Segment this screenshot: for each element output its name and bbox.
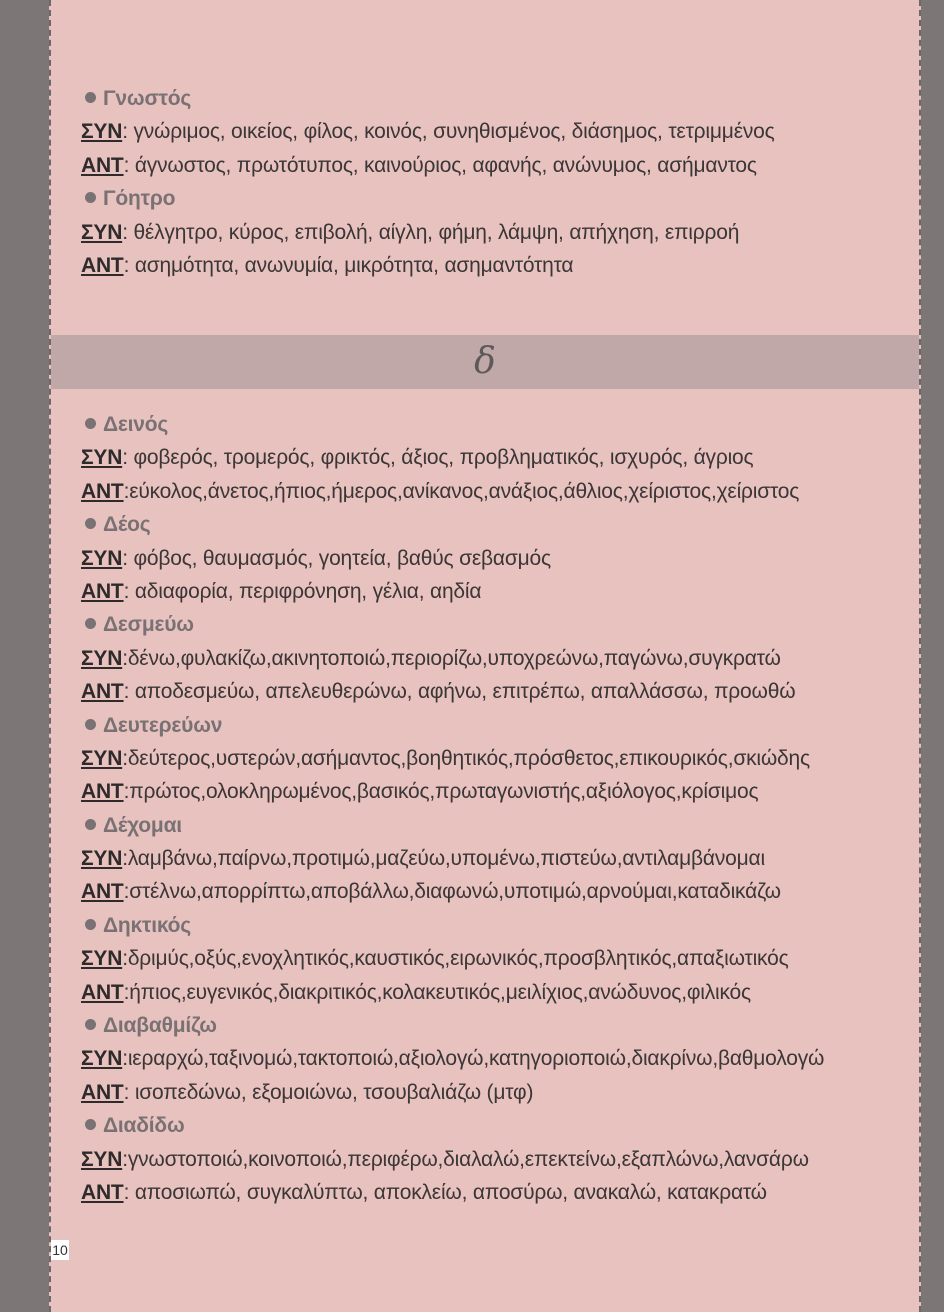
antonyms-line [81,575,899,608]
syn-text: : φοβερός, τρομερός, φρικτός, άξιος, προβληματικός, ισχυρός, άγριος [122,446,754,470]
syn-label: ΣΥΝ [81,646,123,670]
syn-text: :δριμύς,οξύς,ενοχλητικός,καυστικός,ειρωνικός,προσβλητικός,απαξιωτικός [122,947,789,971]
ant-label: ΑΝΤ [81,579,124,603]
syn-text: :δένω,φυλακίζω,ακινητοποιώ,περιορίζω,υποχρεώνω,παγώνω,συγκρατώ [122,646,781,670]
synonyms-line [81,742,899,775]
antonyms-line [81,775,899,808]
antonyms-line [81,475,899,508]
syn-label: ΣΥΝ [81,1147,123,1171]
syn-label: ΣΥΝ [81,220,123,244]
ant-text: :εύκολος,άνετος,ήπιος,ήμερος,ανίκανος,ανάξιος,άθλιος,χείριστος,χείριστος [123,479,800,503]
ant-text: :στέλνω,απορρίπτω,αποβάλλω,διαφωνώ,υποτιμώ,αρνούμαι,καταδικάζω [123,880,781,904]
syn-text: :γνωστοποιώ,κοινοποιώ,περιφέρω,διαλαλώ,επεκτείνω,εξαπλώνω,λανσάρω [122,1147,809,1171]
entry-headword [81,508,899,541]
ant-label: ΑΝΤ [81,1180,124,1204]
synonyms-line [81,1042,899,1075]
headword-text: Δεινός [103,413,169,436]
page-number: 10 [52,1242,68,1258]
ant-label: ΑΝΤ [81,153,124,177]
entry-headword [81,709,899,742]
letter-band [51,335,919,389]
ant-label: ΑΝΤ [81,880,124,904]
entries-section-delta [81,408,899,1209]
ant-text: : άγνωστος, πρωτότυπος, καινούριος, αφανής, ανώνυμος, ασήμαντος [123,153,757,177]
antonyms-line [81,1076,899,1109]
headword-text: Γνωστός [103,87,192,110]
entry-headword [81,1109,899,1142]
section-letter: δ [474,341,496,382]
syn-label: ΣΥΝ [81,120,123,144]
synonyms-line [81,216,899,249]
synonyms-line [81,942,899,975]
ant-label: ΑΝΤ [81,479,124,503]
syn-text: : γνώριμος, οικείος, φίλος, κοινός, συνηθισμένος, διάσημος, τετριμμένος [122,120,775,144]
bullet-icon [85,92,96,103]
ant-label: ΑΝΤ [81,680,124,704]
bullet-icon [85,518,96,529]
bullet-icon [85,1119,96,1130]
syn-text: :λαμβάνω,παίρνω,προτιμώ,μαζεύω,υπομένω,πιστεύω,αντιλαμβάνομαι [122,847,765,871]
headword-text: Δέχομαι [103,813,182,837]
bullet-icon [85,192,96,203]
entry-headword [81,182,899,215]
ant-text: : ασημότητα, ανωνυμία, μικρότητα, ασημαντότητα [123,253,574,277]
syn-text: :δεύτερος,υστερών,ασήμαντος,βοηθητικός,πρόσθετος,επικουρικός,σκιώδης [122,746,810,770]
headword-text: Διαδίδω [103,1114,185,1138]
syn-label: ΣΥΝ [81,446,123,470]
headword-text: Δέος [103,513,151,537]
synonyms-line [81,542,899,575]
antonyms-line [81,249,899,282]
entry-headword [81,82,899,115]
headword-text: Δηκτικός [103,913,191,937]
ant-label: ΑΝΤ [81,780,124,804]
antonyms-line [81,149,899,182]
antonyms-line [81,875,899,908]
ant-text: : ισοπεδώνω, εξομοιώνω, τσουβαλιάζω (μτφ) [123,1080,534,1104]
ant-text: : αδιαφορία, περιφρόνηση, γέλια, αηδία [123,579,482,603]
bullet-icon [85,418,96,429]
bullet-icon [85,819,96,830]
synonyms-line [81,842,899,875]
bullet-icon [85,618,96,629]
entry-headword [81,909,899,942]
bullet-icon [85,919,96,930]
entry-headword [81,408,899,441]
ant-text: : αποσιωπώ, συγκαλύπτω, αποκλείω, αποσύρω, ανακαλώ, κατακρατώ [123,1180,767,1204]
syn-label: ΣΥΝ [81,1047,123,1071]
synonyms-line [81,642,899,675]
headword-text: Δεσμεύω [103,613,194,637]
ant-text: :ήπιος,ευγενικός,διακριτικός,κολακευτικός,μειλίχιος,ανώδυνος,φιλικός [123,980,751,1004]
ant-text: :πρώτος,ολοκληρωμένος,βασικός,πρωταγωνιστής,αξιόλογος,κρίσιμος [123,780,759,804]
entry-headword [81,809,899,842]
synonyms-line [81,441,899,474]
entry-headword [81,608,899,641]
syn-label: ΣΥΝ [81,746,123,770]
bullet-icon [85,719,96,730]
antonyms-line [81,976,899,1009]
ant-label: ΑΝΤ [81,1080,124,1104]
headword-text: Γόητρο [103,187,176,211]
headword-text: Διαβαθμίζω [103,1014,217,1038]
bullet-icon [85,1019,96,1030]
dictionary-page [49,0,921,1312]
synonyms-line [81,1143,899,1176]
entry-headword [81,1009,899,1042]
entries-section-gamma [81,82,899,282]
ant-text: : αποδεσμεύω, απελευθερώνω, αφήνω, επιτρέπω, απαλλάσσω, προωθώ [123,680,796,704]
syn-text: : φόβος, θαυμασμός, γοητεία, βαθύς σεβασμός [122,546,551,570]
syn-label: ΣΥΝ [81,847,123,871]
ant-label: ΑΝΤ [81,253,124,277]
syn-text: :ιεραρχώ,ταξινομώ,τακτοποιώ,αξιολογώ,κατηγοριοποιώ,διακρίνω,βαθμολογώ [122,1047,825,1071]
syn-text: : θέλγητρο, κύρος, επιβολή, αίγλη, φήμη, λάμψη, απήχηση, επιρροή [122,220,740,244]
ant-label: ΑΝΤ [81,980,124,1004]
syn-label: ΣΥΝ [81,546,123,570]
antonyms-line [81,1176,899,1209]
antonyms-line [81,675,899,708]
synonyms-line [81,115,899,148]
headword-text: Δευτερεύων [103,713,223,737]
syn-label: ΣΥΝ [81,947,123,971]
